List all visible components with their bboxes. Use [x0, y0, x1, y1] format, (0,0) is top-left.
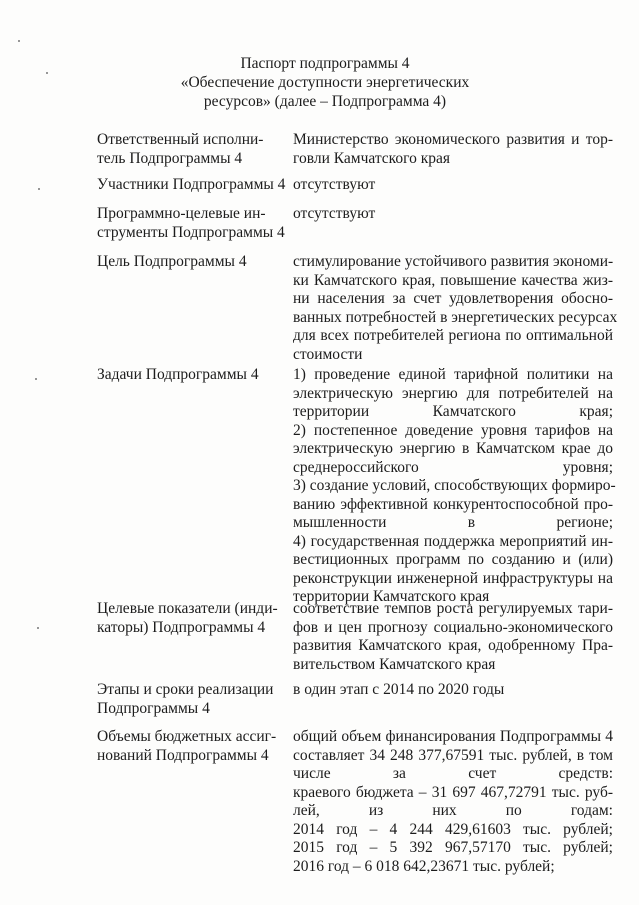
row-label: Ответственный исполни- тель Подпрограммы 4 [97, 131, 264, 167]
scan-speck [18, 40, 20, 42]
row-label: Задачи Подпрограммы 4 [97, 366, 259, 383]
value-line: краевого бюджета – 31 697 467,72791 тыс. руб- [293, 783, 613, 801]
title-line-2: «Обеспечение доступности энергетических [180, 74, 470, 91]
row-label: Программно-целевые ин- струменты Подпрограммы 4 [97, 205, 285, 241]
row-value [293, 131, 613, 168]
scan-speck [38, 188, 40, 190]
value-line: территории Камчатского края [293, 588, 490, 605]
value-line: составляет 34 248 377,67591 тыс. рублей, в том [293, 746, 613, 764]
row-value [293, 600, 613, 674]
value-line: территории Камчатского края; [293, 403, 613, 420]
value-line: 2016 год – 6 018 642,23671 тыс. рублей; [293, 857, 555, 875]
scan-speck [35, 378, 37, 380]
row-value [293, 681, 613, 700]
value-line: стоимости [293, 345, 363, 363]
value-line: в один этап с 2014 по 2020 годы [293, 681, 505, 698]
value-line: ни населения за счет удовлетворения обосно- [293, 290, 613, 307]
value-line: Министерство экономического развития и тор- [293, 131, 613, 148]
value-line: лей, из них по годам: [293, 802, 613, 819]
value-line: 3) создание условий, способствующих формиро- [293, 477, 616, 494]
value-line: 1) проведение единой тарифной политики на [293, 366, 613, 383]
value-line: отсутствуют [293, 176, 376, 193]
value-line: говли Камчатского края [293, 149, 451, 167]
value-line: мышленности в регионе; [293, 514, 613, 531]
value-line: реконструкции инженерной инфраструктуры на [293, 569, 613, 587]
value-line: 4) государственная поддержка мероприятий ин- [293, 532, 613, 550]
value-line: 2014 год – 4 244 429,61603 тыс. рублей; [293, 820, 613, 838]
value-line: ванных потребностей в энергетических ресурсах [293, 308, 618, 326]
value-line: электрическую энергию для потребителей на [293, 384, 613, 402]
row-label: Объемы бюджетных ассиг- нований Подпрограммы 4 [97, 728, 277, 764]
value-line: вестиционных программ по созданию и (или) [293, 551, 613, 568]
row-value [293, 176, 613, 195]
title-line-3: ресурсов» (далее – Подпрограмма 4) [203, 93, 447, 110]
row-label: Цель Подпрограммы 4 [97, 253, 247, 270]
row-label: Целевые показатели (инди- каторы) Подпрограммы 4 [97, 600, 278, 636]
value-line: общий объем финансирования Подпрограммы 4 [293, 728, 613, 745]
row-value [293, 205, 613, 224]
value-line: 2) постепенное доведение уровня тарифов на [293, 421, 613, 439]
value-line: отсутствуют [293, 205, 376, 222]
row-label: Этапы и сроки реализации Подпрограммы 4 [97, 681, 274, 717]
scan-speck [37, 627, 39, 629]
value-line: электрическую энергию в Камчатском крае до [293, 440, 613, 457]
value-line: числе за счет средств: [293, 765, 613, 782]
value-line: для всех потребителей региона по оптимальной [293, 327, 613, 344]
row-value [293, 728, 613, 876]
value-line: среднероссийского уровня; [293, 458, 613, 476]
row-value [293, 366, 616, 607]
value-line: соответствие темпов роста регулируемых тари- [293, 600, 613, 617]
value-line: развития Камчатского края, одобренному Пра- [293, 637, 613, 654]
value-line: стимулирование устойчивого развития экономи- [293, 253, 614, 270]
row-value [293, 253, 618, 364]
value-line: ванию эффективной конкурентоспособной про- [293, 495, 613, 513]
value-line: фов и цен прогнозу социально-экономического [293, 618, 613, 636]
title-line-1: Паспорт подпрограммы 4 [240, 55, 410, 72]
value-line: вительством Камчатского края [293, 655, 496, 673]
passport-title [150, 54, 500, 111]
value-line: 2015 год – 5 392 967,57170 тыс. рублей; [293, 839, 613, 856]
scan-speck [46, 72, 48, 74]
value-line: ки Камчатского края, повышение качества жиз- [293, 271, 613, 289]
row-label: Участники Подпрограммы 4 [97, 176, 286, 193]
